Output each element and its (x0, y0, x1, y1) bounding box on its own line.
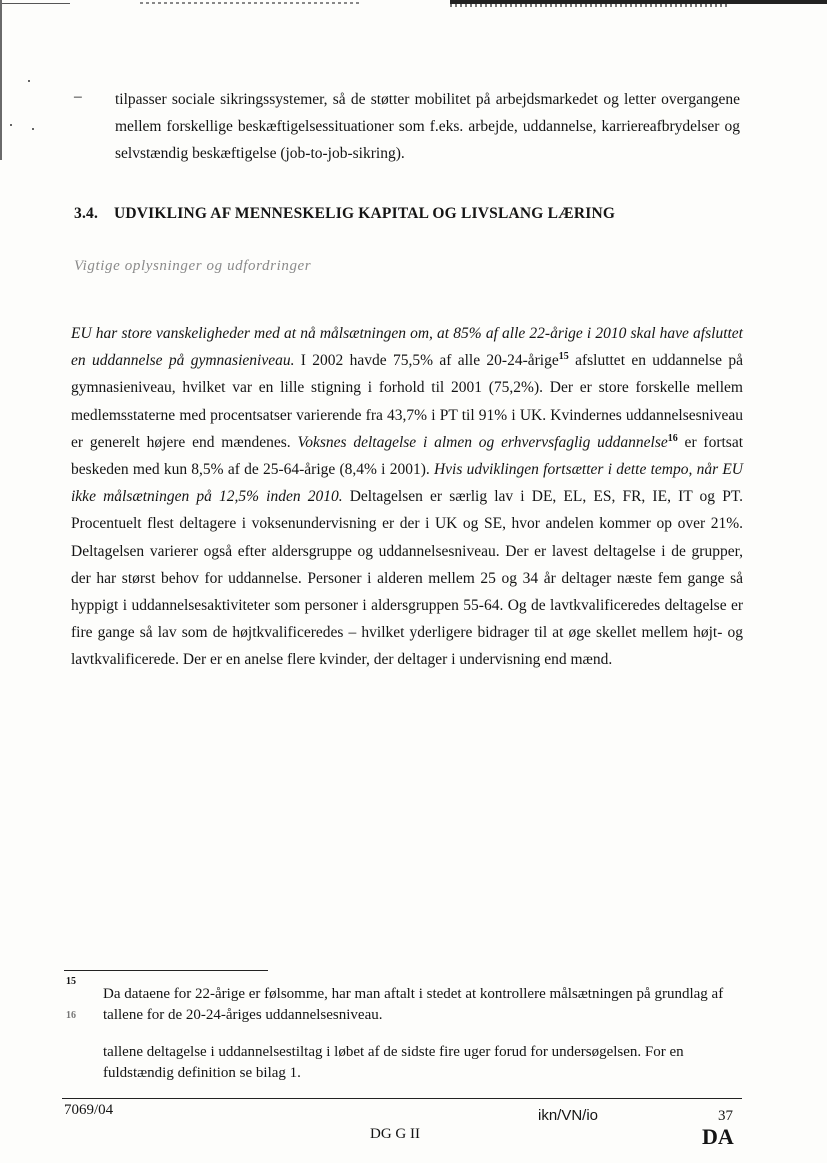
section-number: 3.4. (74, 205, 99, 222)
scan-edge-mark (450, 4, 730, 7)
footnote-mark-16: 16 (66, 1010, 76, 1021)
footnote-mark-15: 15 (66, 976, 76, 987)
sentence-italic: EU har store vanskeligheder med at nå målsætningen om, at 85% af alle 22-årige i 2010 skal have afsluttet en uddannelse på gymnasieniveau. (71, 325, 743, 370)
scan-speck (10, 124, 12, 126)
footnote-ref-16: 16 (667, 432, 678, 444)
directorate-code: DG G II (370, 1126, 420, 1142)
sentence-text: I 2002 havde 75,5% af alle 20-24-årige (294, 352, 559, 370)
scan-edge-mark (140, 2, 360, 4)
bullet-dash: – (74, 88, 82, 105)
sentence-italic: Voksnes deltagelse i almen og erhvervsfaglig uddannelse (297, 433, 668, 451)
footnote-text-16: tallene deltagelse i uddannelsestiltag i løbet af de sidste fire uger forud for undersøgelsen. For en fuldstændig definition se bilag 1. (103, 1044, 684, 1081)
section-title: UDVIKLING AF MENNESKELIG KAPITAL OG LIVSLANG LÆRING (114, 205, 616, 222)
scan-edge-mark (0, 0, 2, 160)
sentence-text: afsluttet en uddannelse på gymnasieniveau, hvilket var en lille stigning i forhold til 2001 (75,2%). Der er store forskelle mellem medlemsstaterne med procentsatser varierende fra 43,7% i PT til 91% i UK. Kvindernes uddannelsesniveau er generelt højere end mændenes. (71, 352, 743, 451)
sentence-text: Deltagelsen er særlig lav i DE, EL, ES, FR, IE, IT og PT. Procentuelt flest deltagere i voksenundervisning er der i UK og SE, hvor andelen kommer op over 21%. Deltagelsen varierer også efter aldersgruppe og uddannelsesniveau. Der er lavest deltagelse i de grupper, der har størst behov for uddannelse. Personer i alderen mellem 25 og 34 år deltager næste fem gange så hyppigt i uddannelsesaktiviteter som personer i aldersgruppen 55-64. Og de lavtkvalificeredes deltagelse er fire gange så lav som de højtkvalificeredes – hvilket yderligere bidrager til at øge skellet mellem højt- og lavtkvalificerede. Der er en anelse flere kvinder, der deltager i undervisning end mænd. (71, 488, 744, 669)
body-paragraph (71, 320, 743, 674)
sentence-text: er fortsat beskeden med kun 8,5% af de 25-64-årige (8,4% i 2001). (71, 433, 744, 479)
scan-speck (32, 128, 34, 130)
footnote-ref-15: 15 (558, 351, 569, 363)
sentence-italic: Hvis udviklingen fortsætter i dette tempo, når EU ikke målsætningen på 12,5% inden 2010. (71, 461, 743, 506)
bullet-text: tilpasser sociale sikringssystemer, så de støtter mobilitet på arbejdsmarkedet og letter overgangene mellem forskellige beskæftigelsessituationer som f.eks. arbejde, uddannelse, karriereafbrydelser og selvstændig beskæftigelse (job-to-job-sikring). (115, 91, 740, 162)
scan-edge-mark (0, 3, 70, 4)
author-initials: ikn/VN/io (538, 1107, 599, 1124)
page-number: 37 (718, 1108, 733, 1124)
footer-separator (62, 1098, 742, 1099)
footnote-separator (64, 970, 268, 971)
document-reference: 7069/04 (64, 1102, 114, 1118)
section-heading (74, 205, 615, 223)
subheading: Vigtige oplysninger og udfordringer (74, 258, 312, 274)
scan-speck (28, 80, 30, 82)
language-code: DA (702, 1124, 734, 1149)
footnote-text-15: Da dataene for 22-årige er følsomme, har man aftalt i stedet at kontrollere målsætningen på grundlag af tallene for de 20-24-åriges uddannelsesniveau. (103, 986, 724, 1023)
